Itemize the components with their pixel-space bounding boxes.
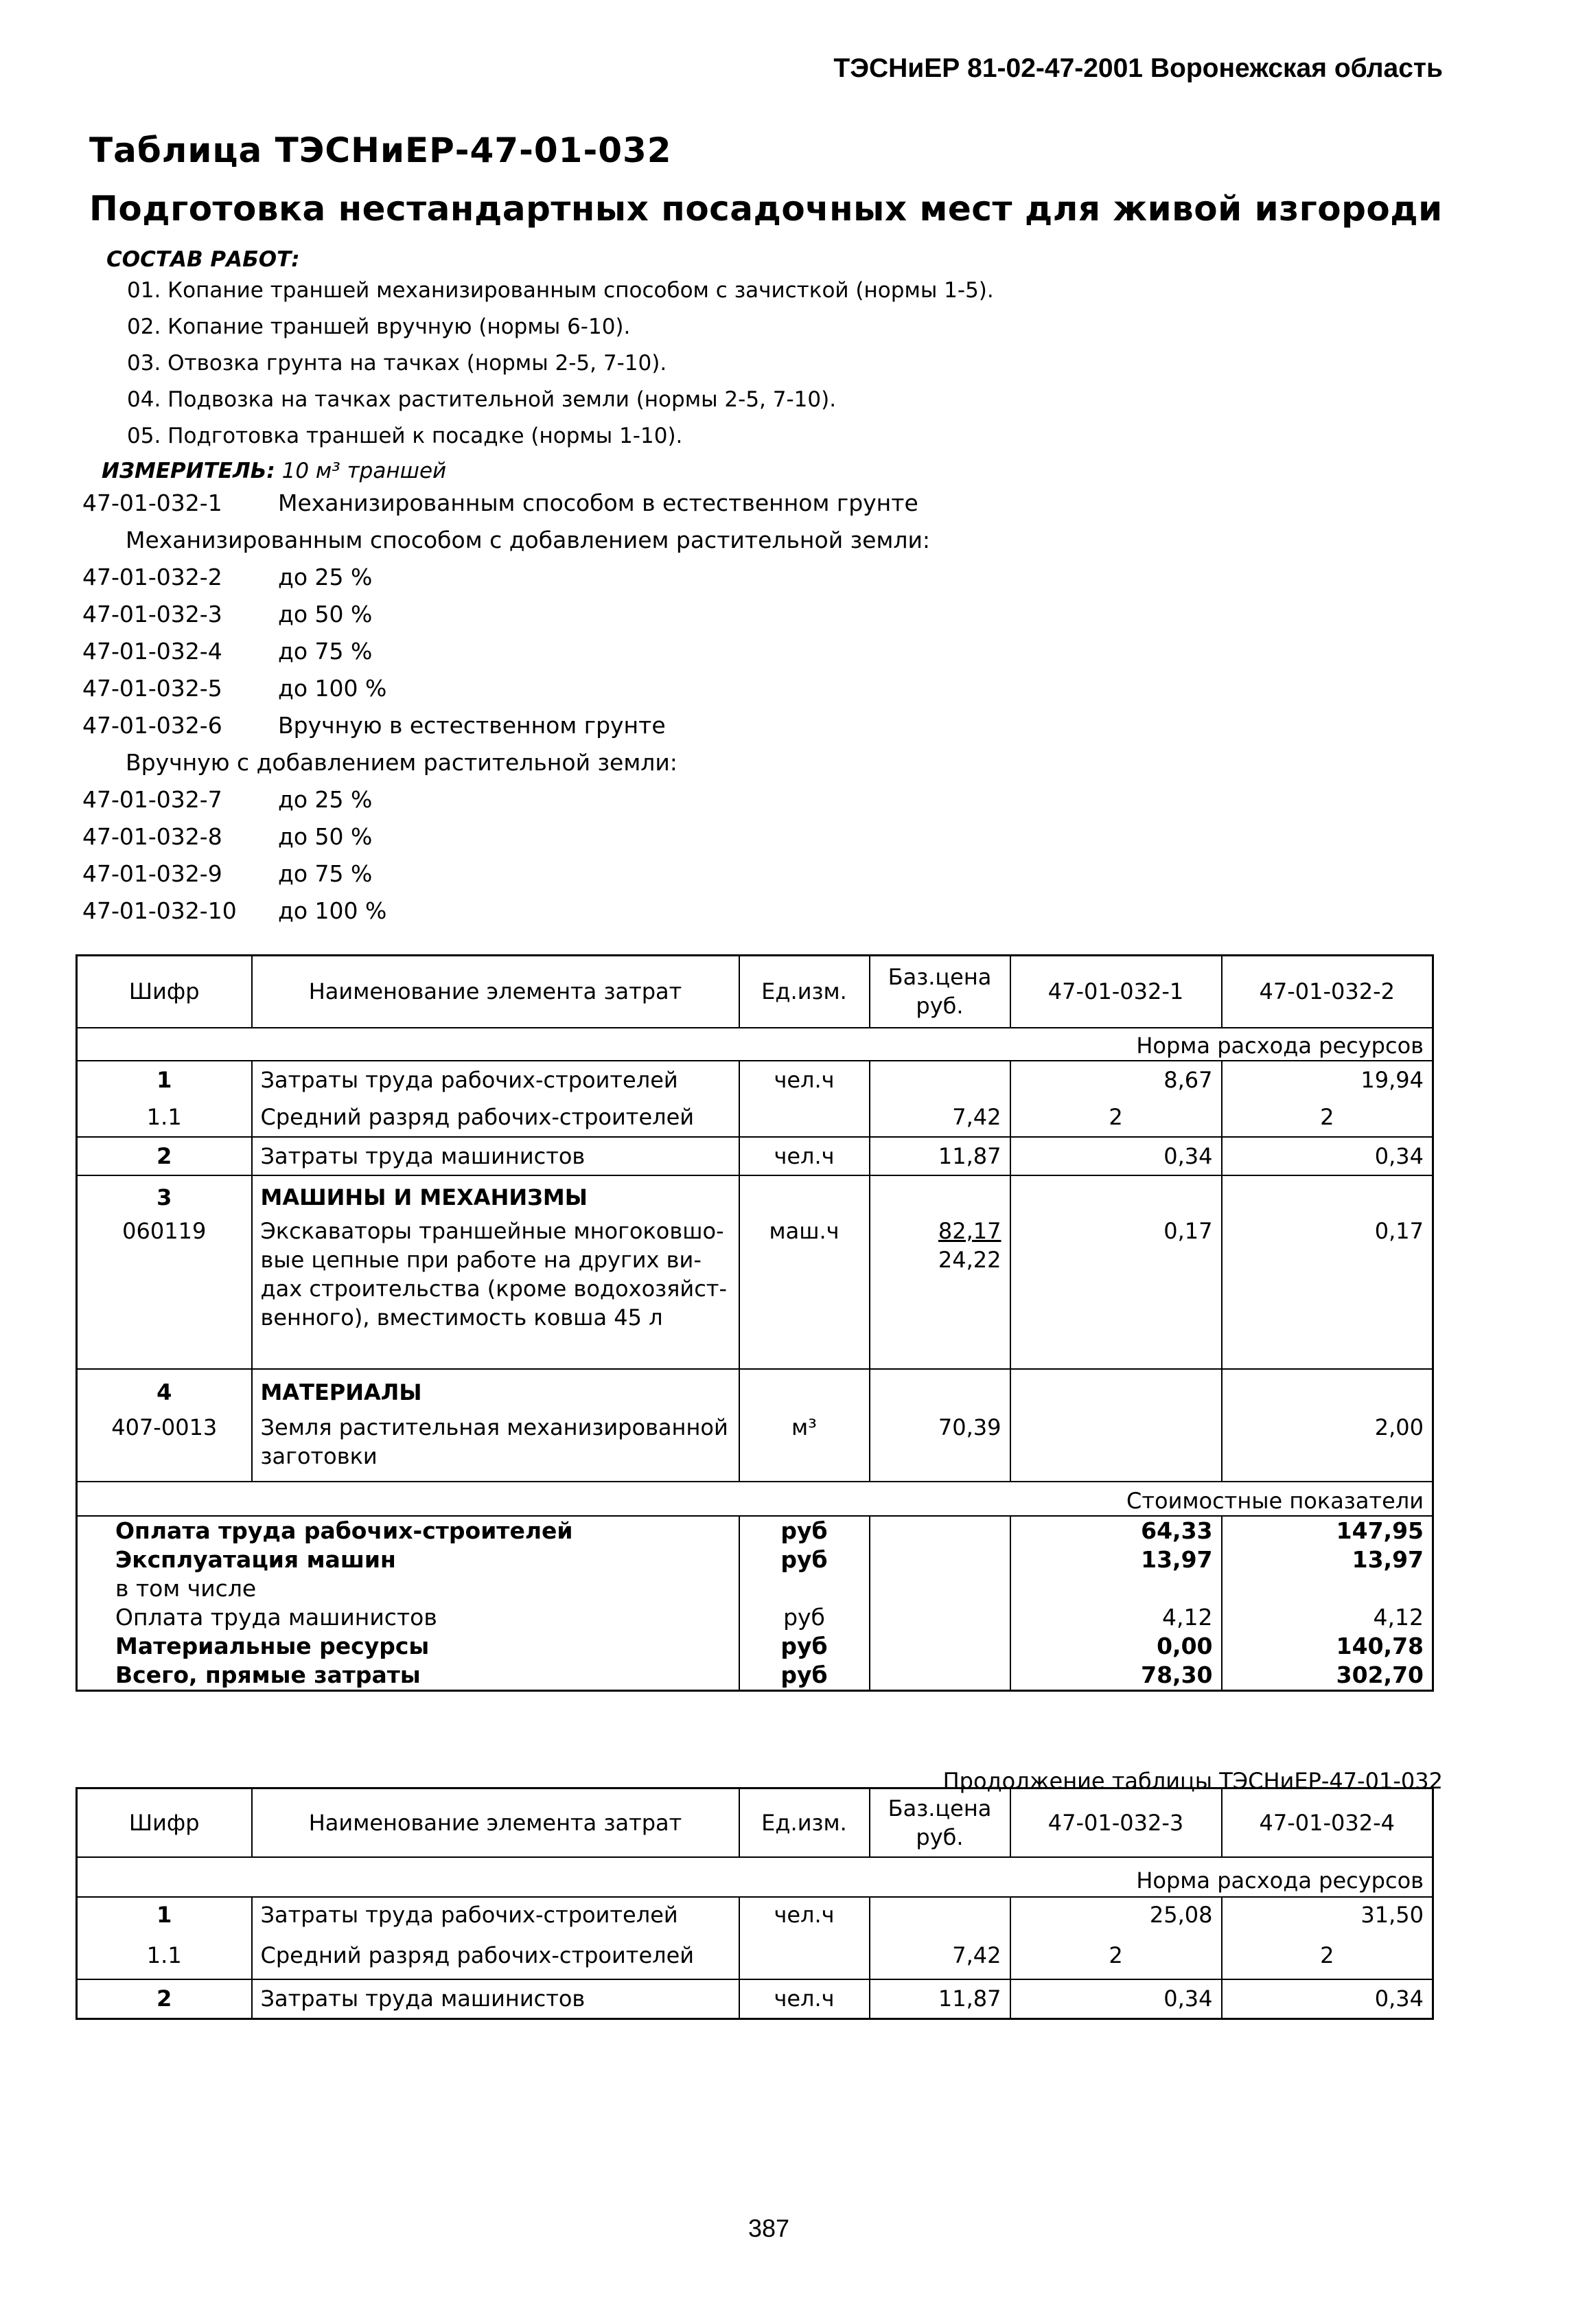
cost-name: Оплата труда рабочих-строителей: [77, 1516, 739, 1545]
row-unit: чел.ч: [739, 1061, 870, 1094]
work-item: 04. Подвозка на тачках растительной земли (нормы 2-5, 7-10).: [127, 387, 837, 412]
row-code: 407-0013: [77, 1413, 252, 1482]
cost-unit: руб: [739, 1603, 870, 1632]
resource-table-1: [76, 954, 1434, 1692]
row-unit: м³: [739, 1413, 870, 1482]
col-price: Баз.цена руб.: [870, 956, 1010, 1028]
cost-section-label: Стоимостные показатели: [77, 1482, 1433, 1516]
col-unit: Ед.изм.: [739, 1788, 870, 1857]
norm-code: 47-01-032-2: [82, 564, 222, 590]
meter-line: [102, 459, 446, 483]
row-name: Затраты труда рабочих-строителей: [252, 1897, 739, 1938]
table-row: [77, 1137, 1433, 1175]
row-name: Затраты труда машинистов: [252, 1137, 739, 1175]
work-item: 05. Подготовка траншей к посадке (нормы 1-10).: [127, 424, 683, 448]
col-norm-b: 47-01-032-4: [1222, 1788, 1433, 1857]
norm-code: 47-01-032-9: [82, 860, 222, 887]
norm-code: 47-01-032-7: [82, 786, 222, 813]
row-price: 11,87: [870, 1979, 1010, 2019]
table-title: Таблица ТЭСНиЕР-47-01-032: [89, 130, 672, 170]
meter-value: 10 м³ траншей: [281, 459, 447, 483]
row-value-b: 0,34: [1222, 1979, 1433, 2019]
col-norm-b: 47-01-032-2: [1222, 956, 1433, 1028]
norm-desc: Механизированным способом в естественном грунте: [278, 490, 918, 516]
row-name: Затраты труда машинистов: [252, 1979, 739, 2019]
row-value-a: 0,34: [1010, 1137, 1222, 1175]
row-name: Средний разряд рабочих-строителей: [252, 1094, 739, 1137]
table-row: [77, 1897, 1433, 1938]
cost-unit: руб: [739, 1661, 870, 1691]
row-value-a: 0,17: [1010, 1217, 1222, 1369]
cost-unit: руб: [739, 1516, 870, 1545]
norm-desc: до 100 %: [278, 897, 387, 924]
norm-code: 47-01-032-6: [82, 712, 222, 739]
norm-desc: до 100 %: [278, 675, 387, 702]
cost-value-b: 302,70: [1336, 1661, 1424, 1688]
row-code: 2: [77, 1979, 252, 2019]
table-row: [77, 1413, 1433, 1482]
composition-label: СОСТАВ РАБОТ:: [106, 247, 300, 272]
col-norm-a: 47-01-032-3: [1010, 1788, 1222, 1857]
price-line: 24,22: [938, 1246, 1001, 1273]
col-shifr: Шифр: [77, 1788, 252, 1857]
row-code: 2: [77, 1137, 252, 1175]
cost-row: [77, 1574, 1433, 1603]
row-unit: [739, 1938, 870, 1979]
row-code: 1.1: [77, 1094, 252, 1137]
cost-unit: руб: [739, 1632, 870, 1661]
cost-row: [77, 1516, 1433, 1545]
table-row: [77, 1979, 1433, 2019]
row-value-a: 25,08: [1010, 1897, 1222, 1938]
row-code: 060119: [77, 1217, 252, 1369]
section-row: [77, 1028, 1433, 1061]
work-item: 03. Отвозка грунта на тачках (нормы 2-5, 7-10).: [127, 351, 667, 376]
row-price: 7,42: [870, 1938, 1010, 1979]
row-unit: чел.ч: [739, 1979, 870, 2019]
norm-code: 47-01-032-8: [82, 823, 222, 850]
norm-desc: до 25 %: [278, 786, 373, 813]
cost-value-a: 4,12: [1010, 1603, 1222, 1632]
row-unit: чел.ч: [739, 1897, 870, 1938]
cost-name: в том числе: [77, 1574, 739, 1603]
row-price: [870, 1897, 1010, 1938]
table-subtitle: Подготовка нестандартных посадочных мест для живой изгороди: [89, 189, 1443, 229]
norm-code: 47-01-032-4: [82, 638, 222, 665]
row-value-a: [1010, 1413, 1222, 1482]
norm-desc: Вручную в естественном грунте: [278, 712, 666, 739]
table-row: [77, 1938, 1433, 1979]
col-norm-a: 47-01-032-1: [1010, 956, 1222, 1028]
row-value-b: 2: [1320, 1942, 1334, 1968]
table-header-row: [77, 1788, 1433, 1857]
cost-value-b: 147,95: [1336, 1517, 1424, 1544]
norm-code: 47-01-032-3: [82, 601, 222, 628]
norm-desc: до 50 %: [278, 823, 373, 850]
running-header: ТЭСНиЕР 81-02-47-2001 Воронежская область: [833, 54, 1443, 83]
row-unit: чел.ч: [739, 1137, 870, 1175]
cost-unit: руб: [739, 1545, 870, 1574]
col-name: Наименование элемента затрат: [252, 956, 739, 1028]
row-unit: [739, 1094, 870, 1137]
col-price: Баз.цена руб.: [870, 1788, 1010, 1857]
row-name: Земля растительная механизированной заготовки: [252, 1413, 739, 1482]
price-line: 82,17: [938, 1217, 1001, 1244]
norm-group-label: Вручную с добавлением растительной земли:: [126, 749, 677, 776]
row-name: МАТЕРИАЛЫ: [252, 1369, 739, 1413]
row-name: МАШИНЫ И МЕХАНИЗМЫ: [252, 1175, 739, 1217]
row-value-b: 2: [1320, 1103, 1334, 1130]
row-price: [870, 1217, 1010, 1369]
norm-code: 47-01-032-1: [82, 490, 222, 516]
work-item: 01. Копание траншей механизированным способом с зачисткой (нормы 1-5).: [127, 278, 994, 303]
norm-section-label: Норма расхода ресурсов: [77, 1857, 1433, 1897]
row-unit: маш.ч: [739, 1217, 870, 1369]
cost-value-a: 13,97: [1010, 1545, 1222, 1574]
row-value-b: 19,94: [1360, 1066, 1424, 1093]
cost-row: [77, 1603, 1433, 1632]
meter-label: ИЗМЕРИТЕЛЬ:: [102, 459, 275, 483]
norm-desc: до 75 %: [278, 638, 373, 665]
table-row: [77, 1094, 1433, 1137]
cost-value-a: 0,00: [1010, 1632, 1222, 1661]
norm-code: 47-01-032-5: [82, 675, 222, 702]
norm-desc: до 25 %: [278, 564, 373, 590]
norm-group-label: Механизированным способом с добавлением растительной земли:: [126, 527, 931, 553]
row-price: [870, 1061, 1010, 1094]
section-row: [77, 1857, 1433, 1897]
row-code: 3: [77, 1175, 252, 1217]
row-price: 11,87: [870, 1137, 1010, 1175]
col-shifr: Шифр: [77, 956, 252, 1028]
cost-name: Материальные ресурсы: [77, 1632, 739, 1661]
row-name: Экскаваторы траншейные многоковшо-вые цепные при работе на других ви-дах строительства (кроме водохозяйст-венного), вместимость ковша 45 л: [252, 1217, 739, 1369]
col-unit: Ед.изм.: [739, 956, 870, 1028]
row-value-a: 0,34: [1010, 1979, 1222, 2019]
cost-name: Оплата труда машинистов: [77, 1603, 739, 1632]
section-row: [77, 1482, 1433, 1516]
cost-value-a: 64,33: [1010, 1516, 1222, 1545]
row-code: 1: [77, 1897, 252, 1938]
row-price: 7,42: [870, 1094, 1010, 1137]
row-value-b: 0,34: [1222, 1137, 1433, 1175]
row-code: 1: [77, 1061, 252, 1094]
row-name: Средний разряд рабочих-строителей: [252, 1938, 739, 1979]
row-value-b: 2,00: [1222, 1413, 1433, 1482]
norm-section-label: Норма расхода ресурсов: [77, 1028, 1433, 1061]
cost-name: Эксплуатация машин: [77, 1545, 739, 1574]
row-value-a: 2: [1010, 1094, 1222, 1137]
row-value-a: 2: [1010, 1938, 1222, 1979]
cost-value-b: 140,78: [1336, 1632, 1424, 1659]
cost-name: Всего, прямые затраты: [77, 1661, 739, 1691]
cost-row: [77, 1545, 1433, 1574]
cost-value-b: 13,97: [1352, 1545, 1424, 1573]
row-price: 70,39: [870, 1413, 1010, 1482]
row-code: 1.1: [77, 1938, 252, 1979]
row-value-b: 0,17: [1374, 1217, 1424, 1244]
resource-table-2: [76, 1787, 1434, 2020]
table-row: [77, 1217, 1433, 1369]
table-row: [77, 1061, 1433, 1094]
norm-desc: до 75 %: [278, 860, 373, 887]
norm-code: 47-01-032-10: [82, 897, 237, 924]
cost-row: [77, 1632, 1433, 1661]
cost-value-b: 4,12: [1373, 1603, 1424, 1631]
page-number: 387: [748, 2214, 790, 2242]
row-value-a: 8,67: [1010, 1061, 1222, 1094]
continuation-caption: Продолжение таблицы ТЭСНиЕР-47-01-032: [942, 1768, 1443, 1794]
section-row: [77, 1175, 1433, 1217]
work-item: 02. Копание траншей вручную (нормы 6-10).: [127, 314, 631, 339]
table-header-row: [77, 956, 1433, 1028]
norm-desc: до 50 %: [278, 601, 373, 628]
row-code: 4: [77, 1369, 252, 1413]
cost-value-a: 78,30: [1010, 1661, 1222, 1691]
col-name: Наименование элемента затрат: [252, 1788, 739, 1857]
cost-row: [77, 1661, 1433, 1691]
row-name: Затраты труда рабочих-строителей: [252, 1061, 739, 1094]
section-row: [77, 1369, 1433, 1413]
row-value-b: 31,50: [1360, 1901, 1424, 1928]
